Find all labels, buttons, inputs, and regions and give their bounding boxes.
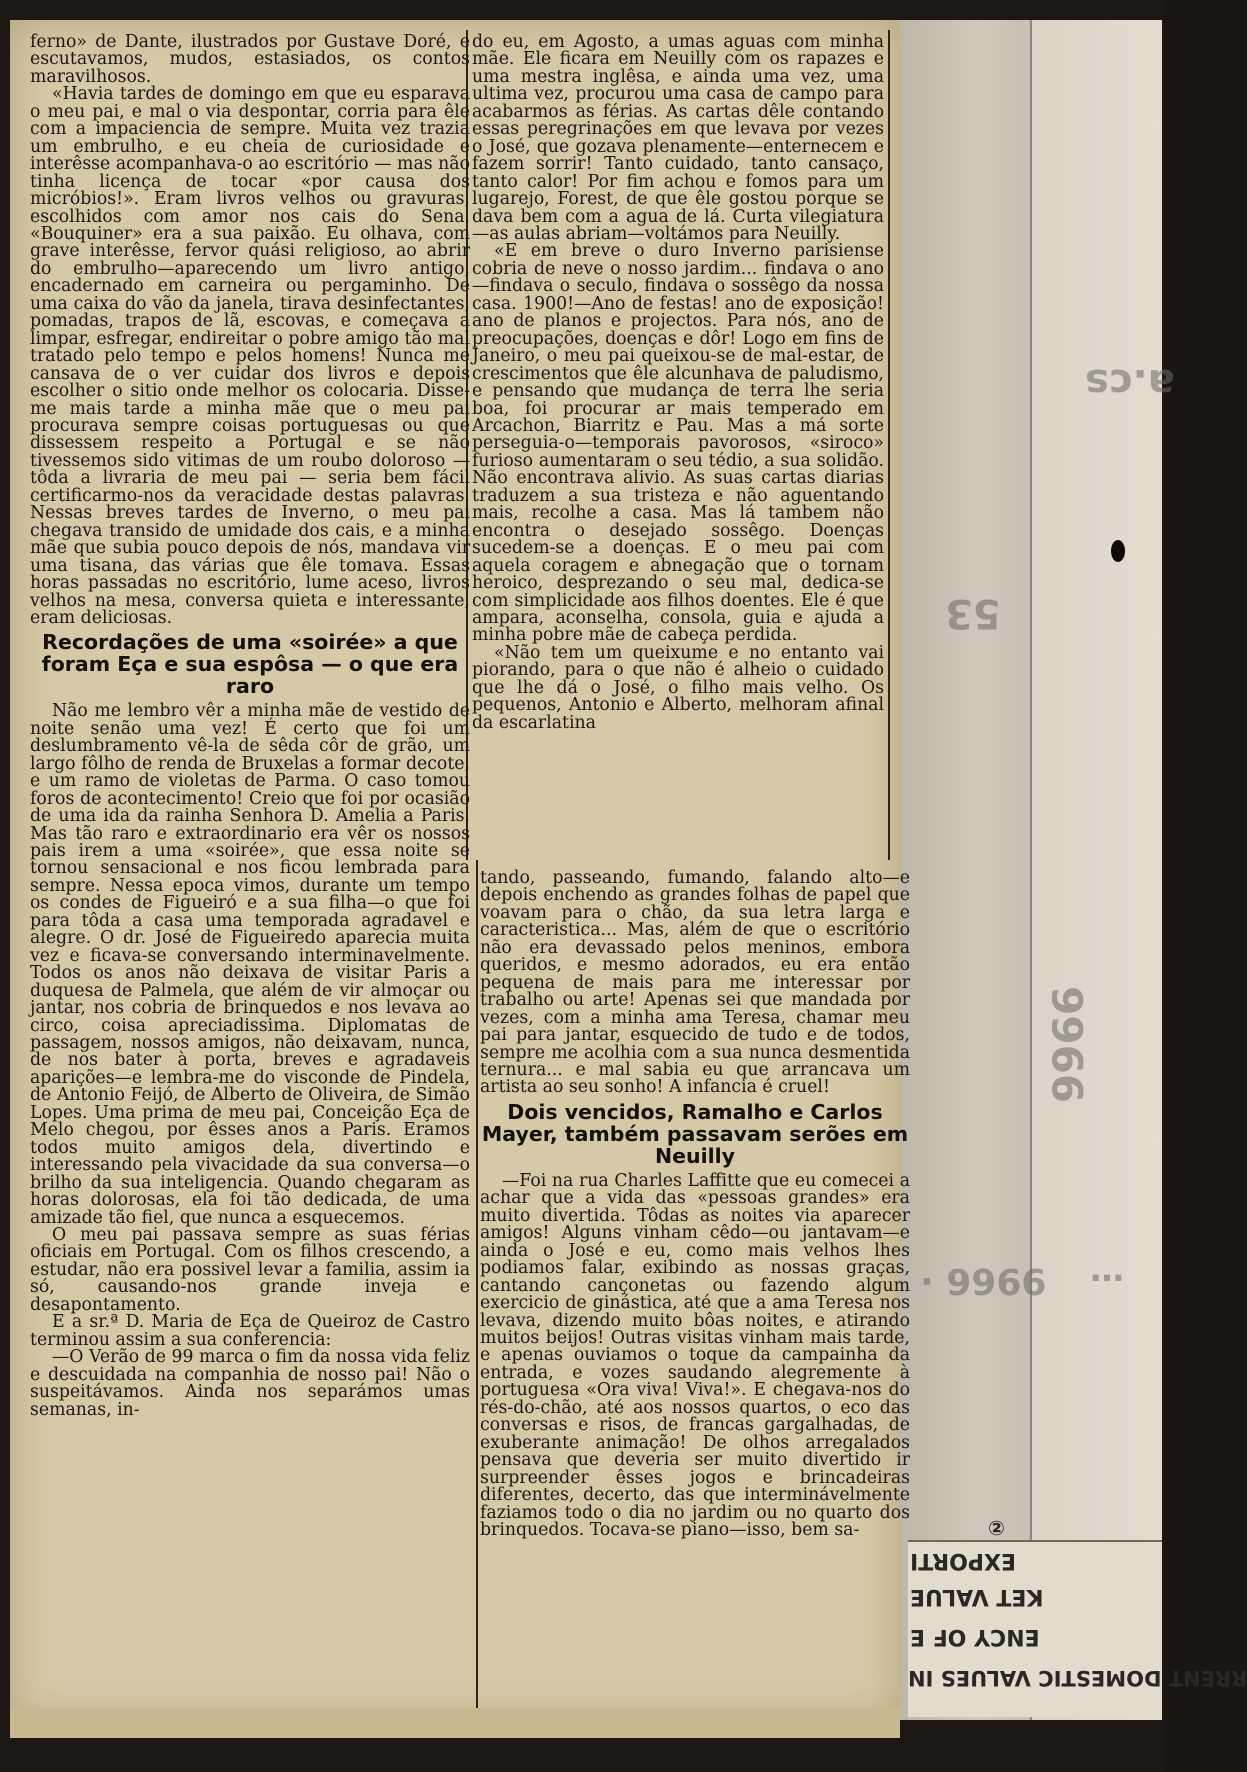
column-rule-lower <box>476 860 478 1710</box>
form-circle-mark: ② <box>988 1516 1005 1540</box>
form-line-4: EXPORTI <box>910 1548 1016 1573</box>
col2-paragraph-2: «E em breve o duro Inverno parisiense cobria de neve o nosso jardim... findava o ano—findava o seculo, findava o sossêgo da nossa casa. 1900!—Ano de festas! ano de exposição! ano de planos e projectos. Para nós, ano de preocupações, doenças e dôr! Logo em fins de Janeiro, o meu pai queixou-se de mal-estar, de crescimentos que êle alcunhava de paludismo, e pensando que mudança de terra lhe seria boa, foi procurar ar mais temperado em Arcachon, Biarritz e Pau. Mas a má sorte perseguia-o—temporais pavorosos, «siroco» furioso aumentaram o seu tédio, a sua solidão. Não encontrava alivio. As suas cartas diarias traduzem a sua tristeza e não aguentando mais, recolhe a casa. Mas lá tambem não encontra o desejado sossêgo. Doenças sucedem-se a doenças. E o meu pai com aquela coragem e abnegação que o tornam heroico, desprezando o seu mal, dedica-se com simplicidade aos filhos doentes. Ele é que ampara, aconselha, consola, guia e ajuda a minha pobre mãe de cabeça perdida. <box>472 241 884 646</box>
back-mark-lower: … <box>1090 1250 1124 1290</box>
clipping-edge-right <box>888 30 890 860</box>
folded-strip <box>900 20 1047 1720</box>
col1-paragraph-5: E a sr.ª D. Maria de Eça de Queiroz de Castro terminou assim a sua conferencia: <box>30 1312 470 1350</box>
binder-hole <box>1111 540 1125 562</box>
back-mark-middle: 9966 <box>1043 986 1093 1103</box>
section-heading-soiree: Recordações de uma «soirée» a que foram Eça e sua espôsa — o que era raro <box>41 630 459 699</box>
printed-form-fragment <box>908 1516 1247 1717</box>
column-right-upper <box>472 34 884 732</box>
col2b-paragraph-2: —Foi na rua Charles Laffitte que eu comecei a achar que a vida das «pessoas grandes» era muito divertida. Tôdas as noites via aparecer amigos! Alguns vinham cêdo—ou jantavam—e ainda o José e eu, como mais velhos lhes podiamos falar, exibindo as nossas graças, cantando cançonetas ou fazendo algum exercicio de ginástica, até que a ama Teresa nos levava, dizendo muito bôas noites, e atirando muitos beijos! Outras visitas vinham mais tarde, e apenas ouviamos o toque da campainha da entrada, e vozes saudando alegremente à portuguesa «Ora viva! Viva!». E chegava-nos do rés-do-chão, até aos nossos quartos, o eco das conversas e risos, de francas gargalhadas, de exuberante animação! De olhos arregalados pensava que deveria ser muito divertido ir surpreender êsses jogos e brincadeiras diferentes, decerto, das que interminávelmente faziamos todo o dia no jardim ou no quarto dos brinquedos. Tocava-se piano—isso, bem sa- <box>480 1170 910 1540</box>
col2-paragraph-1: do eu, em Agosto, a umas aguas com minha mãe. Ele ficara em Neuilly com os rapazes e uma mestra inglêsa, e ainda uma vez, uma ultima vez, procurou uma casa de campo para acabarmos as férias. As cartas dêle contando essas peregrinações em que levava por vezes o José, que gozava plenamente—enternecem e fazem sorrir! Tanto cuidado, tanto cansaço, tanto calor! Por fim achou e fomos para um lugarejo, Forest, de que êle gostou porque se dava bem com a agua de lá. Curta vilegiatura—as aulas abriam—voltámos para Neuilly. <box>472 32 884 244</box>
column-right-lower <box>480 870 910 1539</box>
col1-paragraph-2: «Havia tardes de domingo em que eu esparava o meu pai, e mal o via despontar, corria para êle com a impaciencia de sempre. Muita vez trazia um embrulho, e eu cheia de curiosidade e interêsse acompanhava-o ao escritório — mas não tinha licença de tocar «por causa dos micróbios!». Eram livros velhos ou gravuras, escolhidos com amor nos cais do Sena. «Bouquiner» era a sua paixão. Eu olhava, com grave interêsse, fervor quási religioso, ao abrir do embrulho—aparecendo um livro antigo, encadernado em carneira ou pergaminho. De uma caixa do vão da janela, tirava desinfectantes, pomadas, trapos de lã, escovas, e começava a limpar, esfregar, endireitar o pobre amigo tão mal tratado pelo tempo e pelos homens! Nunca me cansava de o ver cuidar dos livros e depois escolher o sitio onde melhor os colocaria. Disse-me mais tarde a minha mãe que o meu pai procurava sempre coisas portuguesas ou que dissessem respeito a Portugal e se não tivessemos sido vitimas de um roubo doloroso — tôda a livraria de meu pai — seria bem fácil certificarmo-nos da veracidade destas palavras. Nessas breves tardes de Inverno, o meu pai chegava transido de umidade dos cais, e a minha mãe que subia pouco depois de nós, mandava vir uma tisana, das várias que êle tomava. Essas horas passadas no escritório, lume aceso, livros velhos na mesa, conversa quieta e interessante, eram deliciosas. <box>30 84 470 628</box>
torn-bottom-edge <box>10 1708 900 1738</box>
strip-number: 53 <box>945 590 1001 636</box>
col2b-paragraph-1: tando, passeando, fumando, falando alto—e depois enchendo as grandes folhas de papel que voavam para o chão, da sua letra larga e caracteristica... Mas, além de que o escritório não era devassado pelos meninos, embora queridos, e mesmo adorados, eu era então pequena de mais para me interessar por trabalho ou arte! Apenas sei que mandada por vezes, com a minha ama Teresa, chamar meu pai para jantar, esquecido de tudo e de todos, sempre me acolhia com a sua nunca desmentida ternura... e mal sabia eu que arrancava um artista ao seu sonho! A infancia é cruel! <box>480 868 910 1098</box>
col1-paragraph-4: O meu pai passava sempre as suas férias oficiais em Portugal. Com os filhos crescendo, a estudar, não era possivel levar a familia, assim ia só, causando-nos grande inveja e desapontamento. <box>30 1225 470 1315</box>
back-mark-top: a.cs <box>1085 360 1175 406</box>
col1-paragraph-3: Não me lembro vêr a minha mãe de vestido de noite senão uma vez! É certo que foi um deslumbramento vê-la de sêda côr de grão, um largo fôlho de renda de Bruxelas a formar decote, e um ramo de violetas de Parma. O caso tomou foros de acontecimento! Creio que foi por ocasião de uma ida da rainha Senhora D. Amelia a Paris. Mas tão raro e extraordinario era vêr os nossos pais irem a uma «soirée», que essa noite se tornou sensacional e nos ficou lembrada para sempre. Nessa epoca vimos, durante um tempo os condes de Figueiró e a sua filha—o que foi para tôda a casa uma temporada agradavel e alegre. O dr. José de Figueiredo aparecia muita vez e ficava-se conversando interminavelmente. Todos os anos não deixava de visitar Paris a duquesa de Palmela, que além de vir almoçar ou jantar, nos cobria de brinquedos e nos levava ao circo, coisa apreciadissima. Diplomatas de passagem, nossos amigos, não deixavam, nunca, de nos bater à porta, breves e agradaveis aparições—e lembra-me do visconde de Pindela, de Antonio Feijó, de Alberto de Oliveira, de Simão Lopes. Uma prima de meu pai, Conceição Eça de Melo chegou, por êsses anos a Paris. Eramos todos muito amigos dela, divertindo e interessando pela vivacidade da sua conversa—o brilho da sua inteligencia. Quando chegaram as horas dolorosas, ela foi tão dedicada, de uma amizade tão fiel, que nunca a esquecemos. <box>30 701 470 1228</box>
column-left <box>30 34 470 1419</box>
section-heading-dois-vencidos: Dois vencidos, Ramalho e Carlos Mayer, também passavam serões em Neuilly <box>481 1099 909 1168</box>
form-line-1: RRENT DOMESTIC VALUES IN <box>908 1666 1247 1690</box>
form-line-2: ENCY OF E <box>910 1624 1040 1649</box>
col1-paragraph-6: —O Verão de 99 marca o fim da nossa vida feliz e descuidada na companhia de nosso pai! Não o suspeitávamos. Ainda nos separámos umas semanas, in- <box>30 1347 470 1420</box>
newspaper-clipping <box>10 20 910 1720</box>
form-line-3: KET VALUE <box>910 1584 1044 1609</box>
col2-paragraph-3: «Não tem um queixume e no entanto vai piorando, para o que não é alheio o cuidado que lhe dá o José, o filho mais velho. Os pequenos, Antonio e Alberto, melhoram afinal da escarlatina <box>472 642 884 733</box>
col1-paragraph-1: ferno» de Dante, ilustrados por Gustave Doré, e escutavamos, mudos, estasiados, os contos maravilhosos. <box>30 32 470 87</box>
strip-number-lower: 9966 · <box>920 1260 1047 1301</box>
